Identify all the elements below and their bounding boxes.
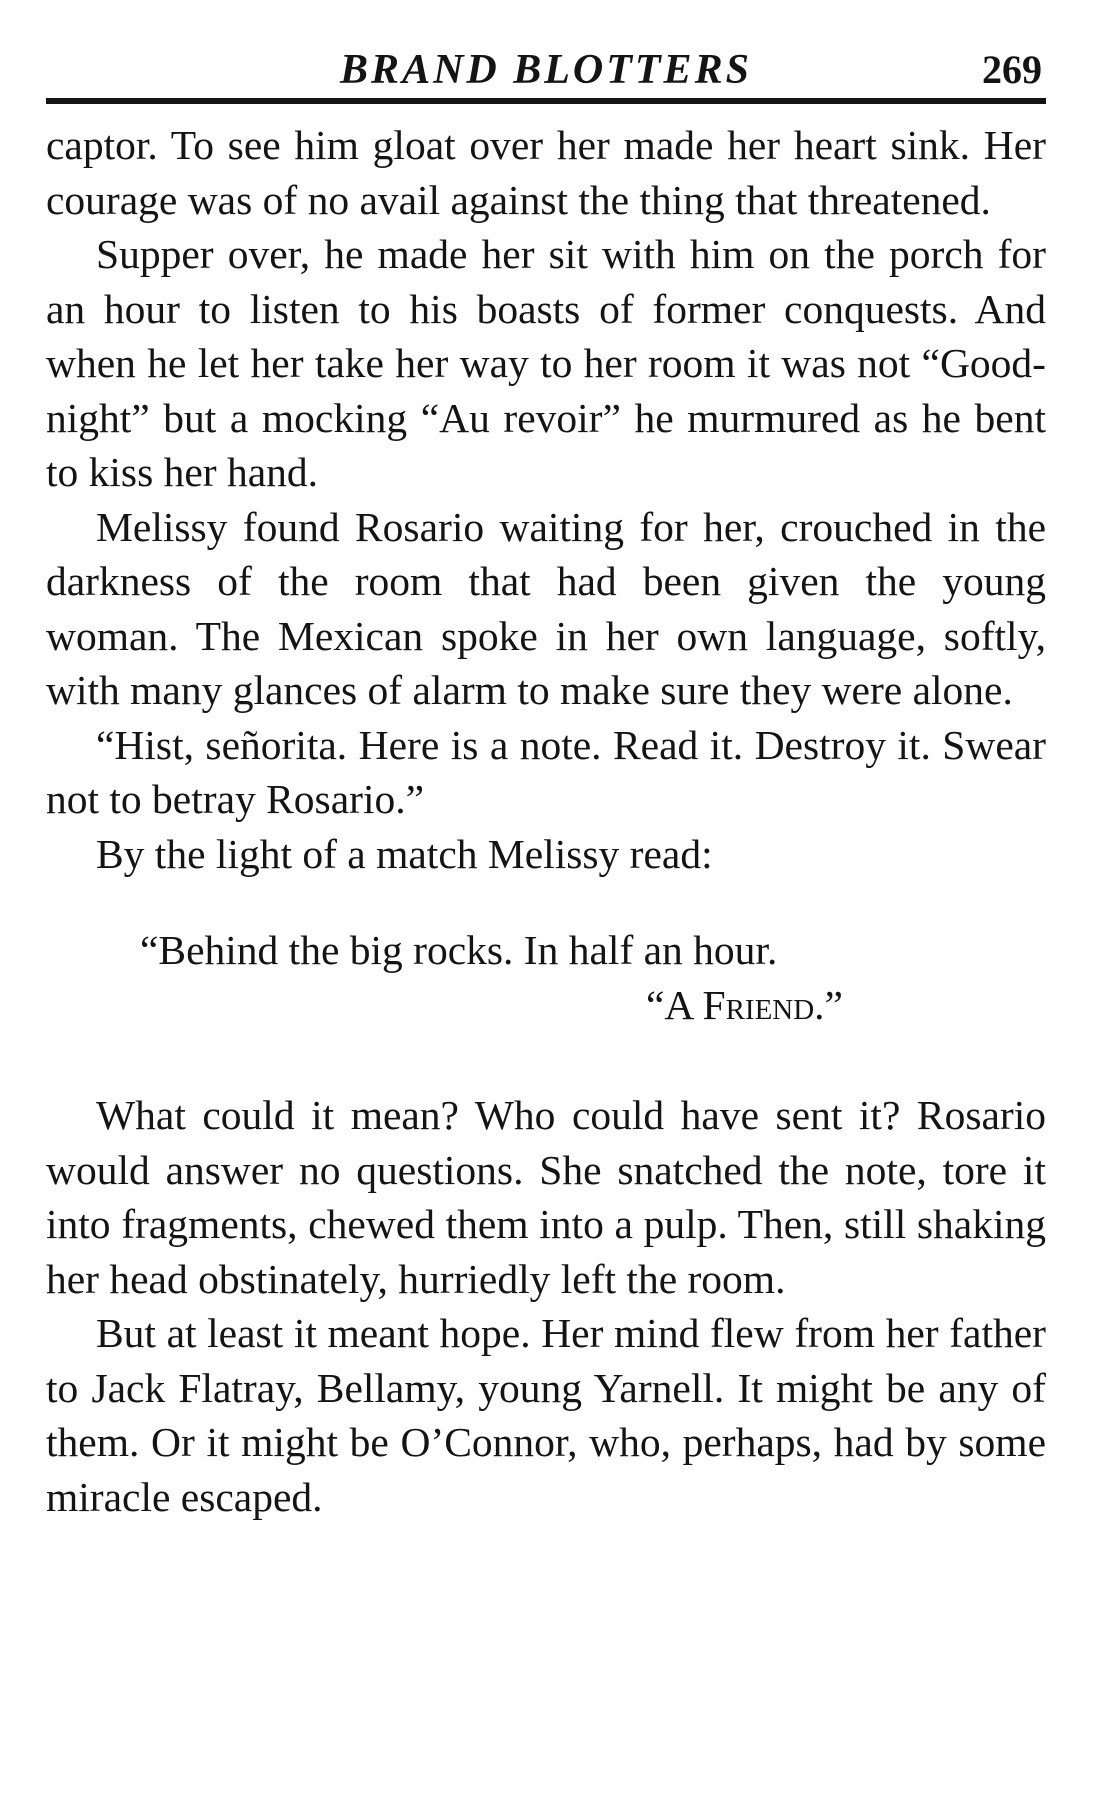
book-page xyxy=(46,40,1046,1524)
page-number: 269 xyxy=(982,47,1042,92)
paragraph: Supper over, he made her sit with him on the porch for an hour to listen to his boasts of former conquests. And when he let her take her way to her room it was not “Good-night” but a mocking “Au revoir” he murmured as he bent to kiss her hand. xyxy=(46,231,1046,495)
paragraph: What could it mean? Who could have sent it? Rosario would answer no questions. She snatched the note, tore it into fragments, chewed them into a pulp. Then, still shaking her head obstinately, hurriedly left the room. xyxy=(46,1092,1046,1302)
header-rule xyxy=(46,98,1046,104)
running-title: BRAND BLOTTERS xyxy=(340,47,752,93)
note-text: “Behind the big rocks. In half an hour. xyxy=(140,927,778,973)
signature-name: Friend. xyxy=(702,981,825,1028)
signature-open-quote: “A xyxy=(646,981,703,1028)
paragraph: Melissy found Rosario waiting for her, crouched in the darkness of the room that had been given the young woman. The Mexican spoke in her own language, softly, with many glances of alarm to make sure they were alone. xyxy=(46,503,1046,713)
paragraph-continued: captor. To see him gloat over her made her heart sink. Her courage was of no avail against the thing that threatened. xyxy=(46,122,1046,223)
signature-close-quote: ” xyxy=(824,981,843,1028)
paragraph: “Hist, señorita. Here is a note. Read it. Destroy it. Swear not to betray Rosario.” xyxy=(46,721,1046,822)
note-signature xyxy=(46,978,1046,1033)
page-header xyxy=(46,40,1046,98)
paragraph: But at least it meant hope. Her mind flew from her father to Jack Flatray, Bellamy, young Yarnell. It might be any of them. Or it might be O’Connor, who, perhaps, had by some miracle escaped. xyxy=(46,1310,1046,1520)
paragraph: By the light of a match Melissy read: xyxy=(96,830,713,877)
